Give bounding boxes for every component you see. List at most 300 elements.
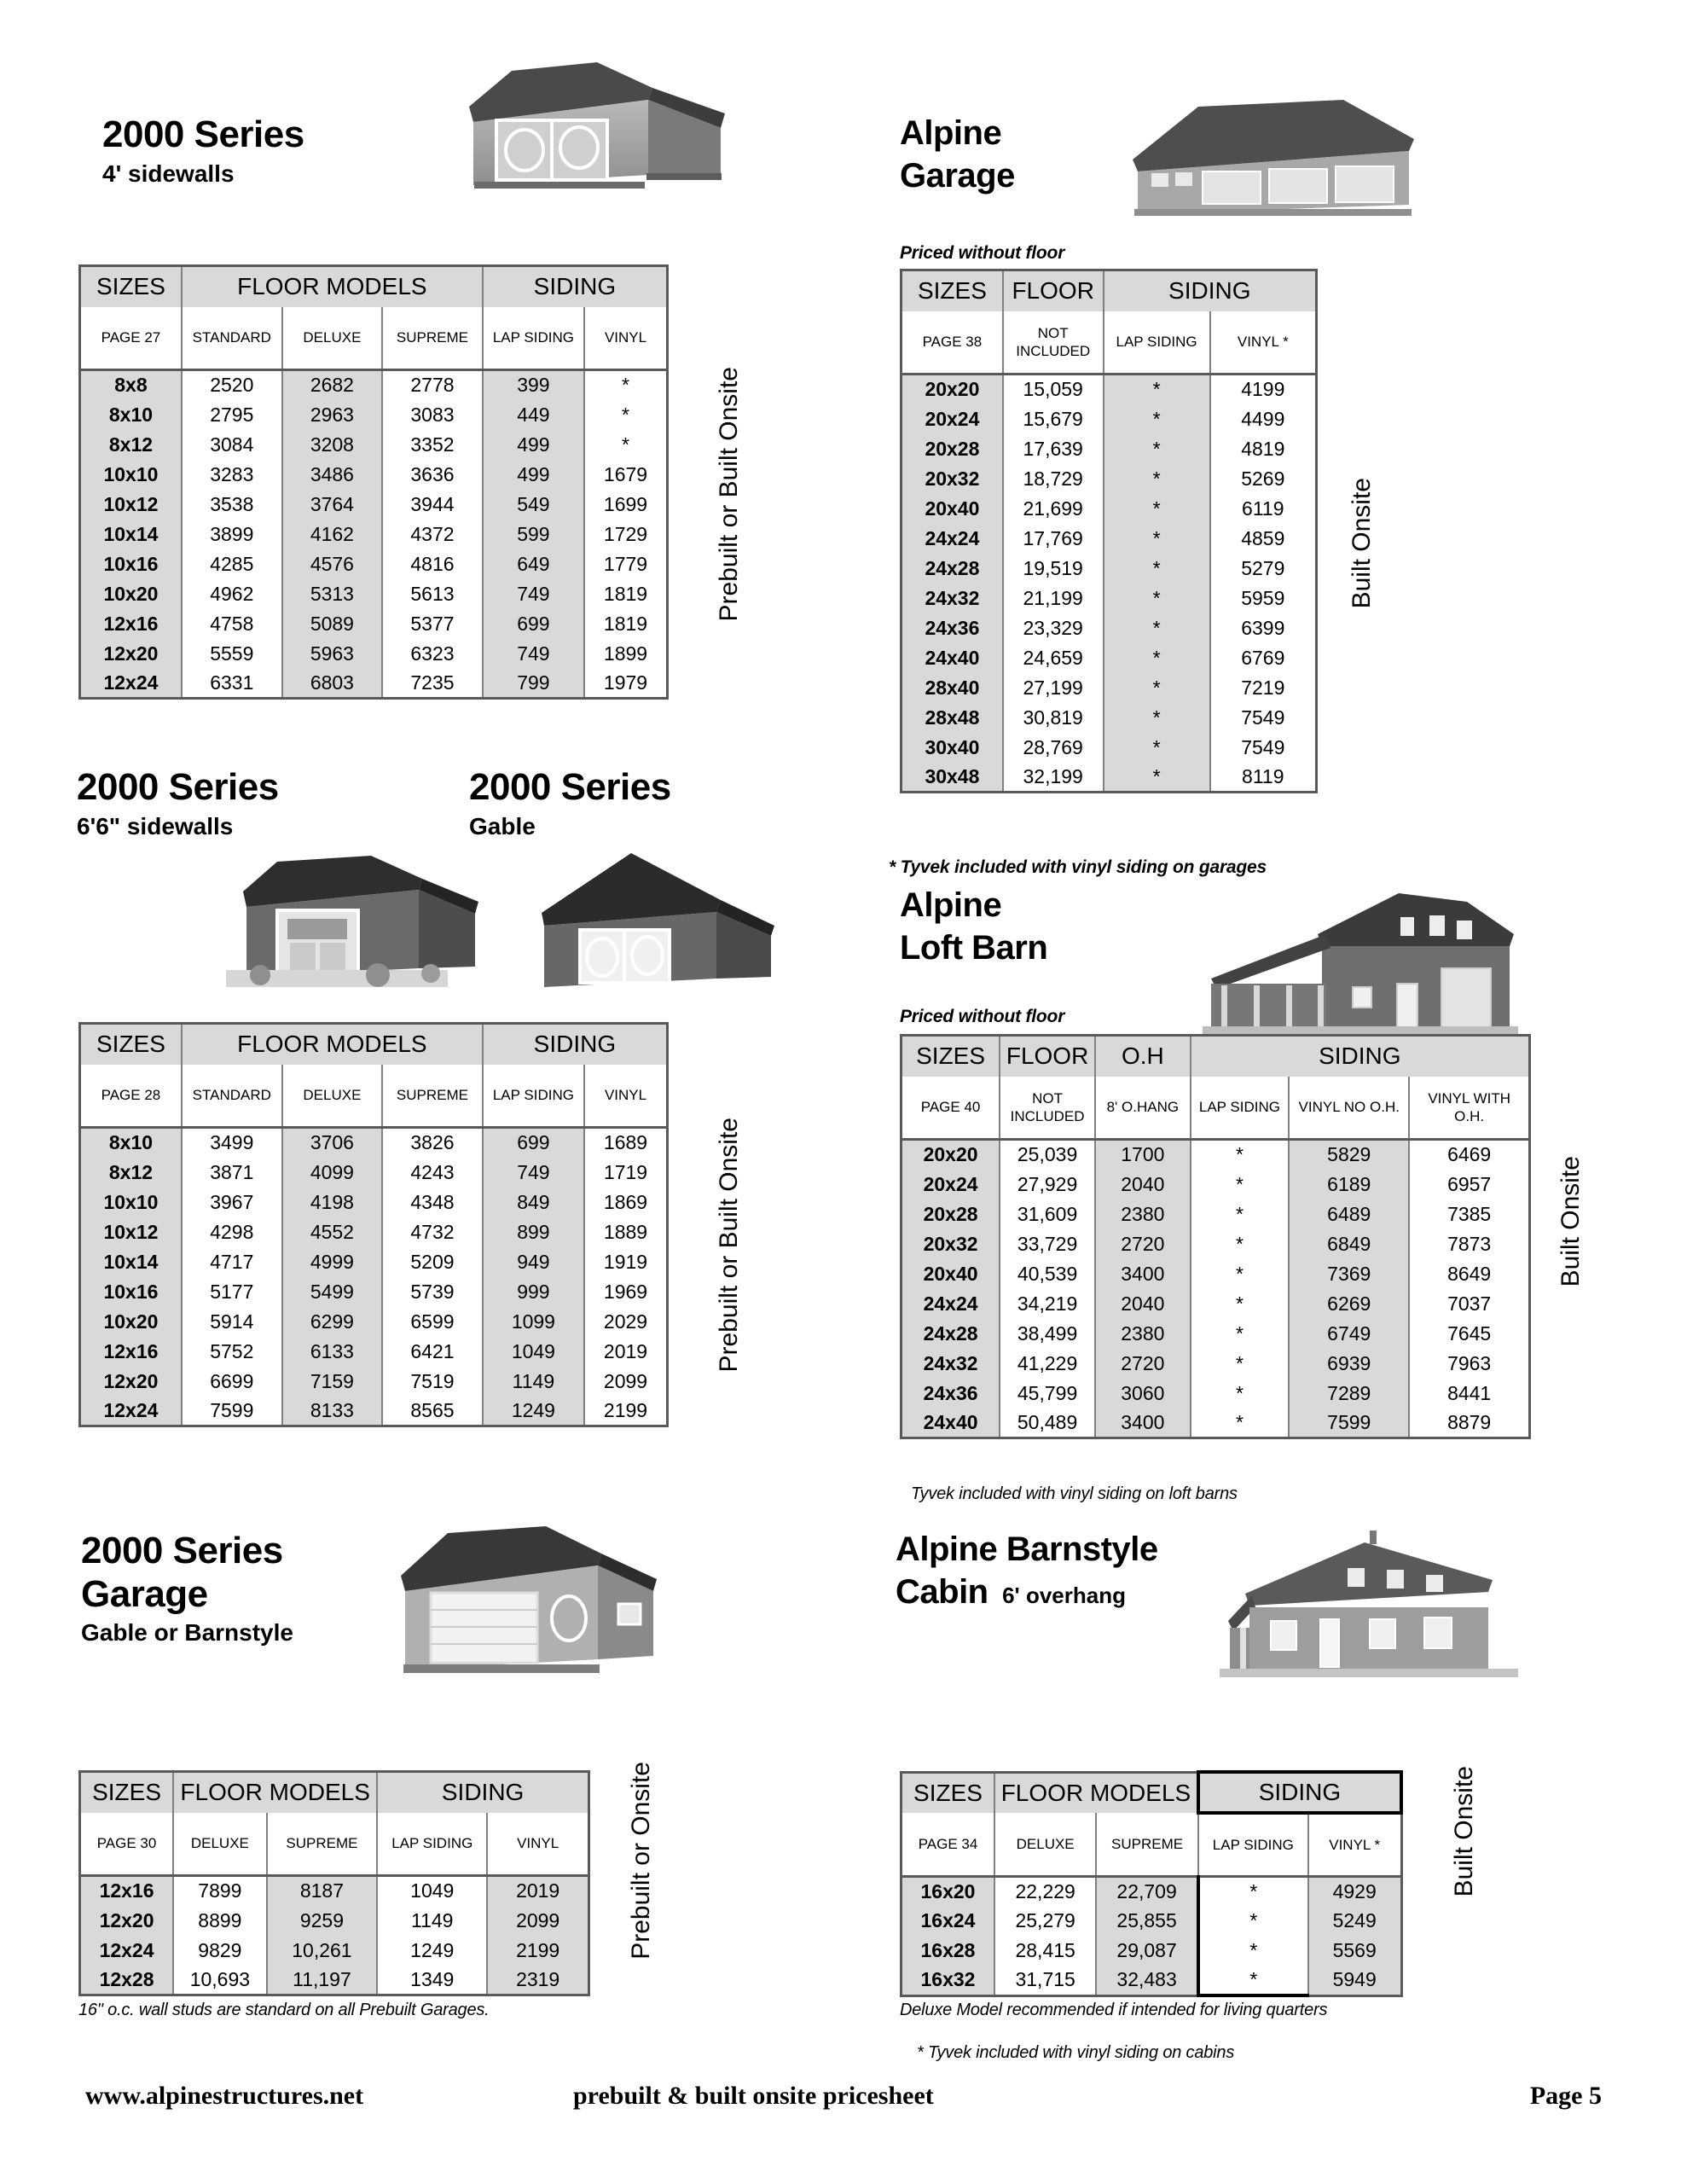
column-vinyl-no-oh: VINYL NO O.H.: [1289, 1077, 1409, 1140]
cell-lap-siding: *: [1191, 1229, 1290, 1259]
cell-standard: 5914: [182, 1307, 282, 1337]
cell-lap-siding: 1049: [483, 1337, 584, 1367]
cell-size: 8x8: [80, 370, 182, 400]
cell-floor: 15,679: [1003, 404, 1104, 434]
alpine-cabin-photo: [1211, 1527, 1527, 1681]
cell-vinyl: 5959: [1210, 584, 1317, 613]
cell-vinyl-with-oh: 7963: [1409, 1349, 1529, 1379]
table-column-header-row: [901, 1813, 1402, 1876]
heading-alpine-barnstyle: Alpine Barnstyle: [896, 1531, 1158, 1568]
group-floor-models: FLOOR MODELS: [182, 1024, 483, 1065]
group-floor: FLOOR: [1000, 1036, 1095, 1077]
group-siding: SIDING: [1198, 1772, 1401, 1813]
cell-size: 24x36: [901, 1379, 1000, 1409]
section-title-alpine-loft-barn: [900, 887, 1047, 967]
subheading-gable-or-barnstyle: Gable or Barnstyle: [81, 1619, 293, 1647]
cell-supreme: 5209: [382, 1247, 483, 1277]
cell-supreme: 3826: [382, 1128, 483, 1158]
table-alpine-garage: [900, 269, 1318, 793]
cell-vinyl: 1919: [584, 1247, 667, 1277]
cell-lap-siding: *: [1104, 494, 1210, 524]
cell-size: 12x16: [80, 609, 182, 639]
cell-size: 10x20: [80, 579, 182, 609]
cell-floor: 18,729: [1003, 464, 1104, 494]
cell-size: 24x36: [901, 613, 1003, 643]
cell-deluxe: 4099: [282, 1158, 382, 1188]
cell-lap-siding: 1099: [483, 1307, 584, 1337]
cell-standard: 3967: [182, 1188, 282, 1217]
cell-size: 20x32: [901, 464, 1003, 494]
cell-lap-siding: 499: [483, 460, 584, 490]
cell-supreme: 4816: [382, 549, 483, 579]
group-siding: SIDING: [1104, 270, 1317, 311]
cell-supreme: 3944: [382, 490, 483, 520]
group-sizes: SIZES: [80, 1772, 174, 1813]
cell-vinyl: 1899: [584, 639, 667, 669]
table-body: [80, 1876, 589, 1995]
table-row: [80, 400, 668, 430]
cell-size: 12x20: [80, 639, 182, 669]
cell-deluxe: 5963: [282, 639, 382, 669]
cell-overhang: 3400: [1095, 1409, 1191, 1438]
cell-lap-siding: *: [1104, 404, 1210, 434]
cell-lap-siding: 749: [483, 639, 584, 669]
cell-deluxe: 22,229: [994, 1876, 1096, 1906]
table-row: [80, 1906, 589, 1936]
cell-vinyl: 1729: [584, 520, 667, 549]
cell-floor: 25,039: [1000, 1140, 1095, 1170]
cell-vinyl: 6769: [1210, 643, 1317, 673]
cell-vinyl: 7549: [1210, 733, 1317, 763]
cell-floor: 21,199: [1003, 584, 1104, 613]
cell-deluxe: 25,279: [994, 1906, 1096, 1936]
cell-supreme: 5739: [382, 1277, 483, 1307]
cell-supreme: 5377: [382, 609, 483, 639]
column-deluxe: DELUXE: [173, 1813, 267, 1876]
table-row: [80, 1337, 668, 1367]
cell-deluxe: 2682: [282, 370, 382, 400]
group-sizes: SIZES: [80, 1024, 182, 1065]
cell-lap-siding: *: [1104, 434, 1210, 464]
column-lap-siding: LAP SIDING: [1198, 1813, 1308, 1876]
column-lap-siding: LAP SIDING: [483, 307, 584, 370]
cell-size: 12x28: [80, 1966, 174, 1995]
section-title-alpine-garage: [900, 115, 1015, 195]
footnote-tyvek-cabins: * Tyvek included with vinyl siding on cabins: [917, 2043, 1235, 2062]
cell-standard: 4962: [182, 579, 282, 609]
cell-vinyl: 2199: [487, 1936, 588, 1966]
cell-standard: 4285: [182, 549, 282, 579]
table-row: [901, 494, 1317, 524]
cell-lap-siding: *: [1191, 1409, 1290, 1438]
cell-floor: 24,659: [1003, 643, 1104, 673]
table-body: [80, 1128, 668, 1426]
column-page-ref: PAGE 40: [901, 1077, 1000, 1140]
cell-vinyl: 2199: [584, 1397, 667, 1426]
cell-lap-siding: 699: [483, 1128, 584, 1158]
column-page-ref: PAGE 27: [80, 307, 182, 370]
table-group-header-row: [80, 266, 668, 307]
table-row: [901, 1229, 1530, 1259]
table-row: [80, 549, 668, 579]
table-row: [901, 763, 1317, 793]
cell-standard: 2520: [182, 370, 282, 400]
cell-lap-siding: 1149: [377, 1906, 487, 1936]
cell-supreme: 32,483: [1096, 1966, 1198, 1995]
cell-deluxe: 31,715: [994, 1966, 1096, 1995]
cell-size: 16x32: [901, 1966, 995, 1995]
cell-supreme: 4372: [382, 520, 483, 549]
cell-size: 10x14: [80, 520, 182, 549]
column-8ft-overhang: 8' O.HANG: [1095, 1077, 1191, 1140]
table-row: [901, 554, 1317, 584]
cell-deluxe: 7899: [173, 1876, 267, 1906]
table-body: [901, 1140, 1530, 1438]
cell-lap-siding: 599: [483, 520, 584, 549]
cell-floor: 41,229: [1000, 1349, 1095, 1379]
cell-vinyl: 5569: [1308, 1936, 1401, 1966]
heading-alpine: Alpine: [900, 886, 1002, 924]
table-row: [901, 1199, 1530, 1229]
table-alpine-barnstyle-cabin: [900, 1770, 1403, 1997]
cell-vinyl-with-oh: 7037: [1409, 1289, 1529, 1319]
cell-vinyl: 5269: [1210, 464, 1317, 494]
cell-lap-siding: *: [1191, 1349, 1290, 1379]
cell-vinyl: 1979: [584, 669, 667, 699]
table-row: [80, 430, 668, 460]
footnote-tyvek-garages: * Tyvek included with vinyl siding on garages: [889, 857, 1267, 877]
barn-shed-gray-photo: [443, 47, 759, 205]
table-row: [80, 1158, 668, 1188]
cell-size: 30x48: [901, 763, 1003, 793]
cell-vinyl: *: [584, 400, 667, 430]
cell-lap-siding: *: [1191, 1140, 1290, 1170]
section-title-series2000-gable: [469, 768, 671, 840]
group-floor-models: FLOOR MODELS: [173, 1772, 377, 1813]
cell-lap-siding: *: [1191, 1319, 1290, 1349]
cell-standard: 7599: [182, 1397, 282, 1426]
cell-vinyl: 1889: [584, 1217, 667, 1247]
group-floor-models: FLOOR MODELS: [994, 1772, 1198, 1813]
group-sizes: SIZES: [80, 266, 182, 307]
cell-lap-siding: *: [1104, 643, 1210, 673]
column-vinyl: VINYL: [584, 1065, 667, 1128]
heading-alpine: Alpine: [900, 114, 1002, 152]
cell-deluxe: 6803: [282, 669, 382, 699]
subheading-66-sidewalls: 6'6" sidewalls: [77, 812, 234, 839]
column-floor-not-included: NOT INCLUDED: [1000, 1077, 1095, 1140]
cell-size: 16x28: [901, 1936, 995, 1966]
cell-supreme: 29,087: [1096, 1936, 1198, 1966]
table-row: [80, 1277, 668, 1307]
cell-size: 8x10: [80, 400, 182, 430]
cell-size: 24x28: [901, 554, 1003, 584]
column-vinyl: VINYL: [584, 307, 667, 370]
footer-website[interactable]: www.alpinestructures.net: [85, 2082, 364, 2110]
cell-vinyl: *: [584, 430, 667, 460]
cell-deluxe: 3208: [282, 430, 382, 460]
cell-size: 16x20: [901, 1876, 995, 1906]
table-row: [80, 1367, 668, 1397]
column-deluxe: DELUXE: [282, 307, 382, 370]
column-floor-not-included: NOT INCLUDED: [1003, 311, 1104, 375]
table-row: [901, 434, 1317, 464]
group-floor: FLOOR: [1003, 270, 1104, 311]
cell-vinyl-no-oh: 6749: [1289, 1319, 1409, 1349]
footnote-garage-studs: 16" o.c. wall studs are standard on all Prebuilt Garages.: [78, 2001, 490, 2019]
cell-lap-siding: *: [1198, 1906, 1308, 1936]
cell-deluxe: 4999: [282, 1247, 382, 1277]
cell-supreme: 10,261: [267, 1936, 378, 1966]
column-vinyl-with-oh: VINYL WITH O.H.: [1409, 1077, 1529, 1140]
table-column-header-row: [80, 307, 668, 370]
table-row: [901, 1259, 1530, 1289]
column-vinyl: VINYL *: [1308, 1813, 1401, 1876]
cell-deluxe: 2963: [282, 400, 382, 430]
cell-size: 8x12: [80, 1158, 182, 1188]
cell-vinyl-with-oh: 7645: [1409, 1319, 1529, 1349]
table-row: [901, 1379, 1530, 1409]
column-lap-siding: LAP SIDING: [377, 1813, 487, 1876]
table-row: [80, 1217, 668, 1247]
cell-deluxe: 8133: [282, 1397, 382, 1426]
cell-vinyl: 1699: [584, 490, 667, 520]
cell-size: 10x16: [80, 549, 182, 579]
cell-supreme: 9259: [267, 1906, 378, 1936]
cell-vinyl: 4499: [1210, 404, 1317, 434]
cell-lap-siding: *: [1104, 464, 1210, 494]
group-sizes: SIZES: [901, 270, 1003, 311]
cell-size: 24x32: [901, 1349, 1000, 1379]
cell-lap-siding: 849: [483, 1188, 584, 1217]
heading-cabin: Cabin: [896, 1573, 988, 1612]
table-row: [901, 404, 1317, 434]
cell-standard: 3499: [182, 1128, 282, 1158]
cell-vinyl: *: [584, 370, 667, 400]
cell-size: 8x12: [80, 430, 182, 460]
section-title-alpine-barnstyle-cabin: [896, 1531, 1158, 1611]
column-supreme: SUPREME: [382, 1065, 483, 1128]
table-series2000-66-wrapper: [78, 1022, 669, 1427]
cell-lap-siding: 799: [483, 669, 584, 699]
cell-overhang: 2380: [1095, 1319, 1191, 1349]
subheading-gable: Gable: [469, 812, 536, 839]
side-label-built-onsite: Built Onsite: [1557, 1156, 1585, 1287]
column-supreme: SUPREME: [1096, 1813, 1198, 1876]
cell-standard: 4758: [182, 609, 282, 639]
cell-supreme: 4348: [382, 1188, 483, 1217]
cell-supreme: 8187: [267, 1876, 378, 1906]
column-page-ref: PAGE 34: [901, 1813, 995, 1876]
cell-lap-siding: *: [1191, 1289, 1290, 1319]
cell-supreme: 25,855: [1096, 1906, 1198, 1936]
cell-size: 20x20: [901, 1140, 1000, 1170]
cell-supreme: 7235: [382, 669, 483, 699]
cell-vinyl: 1969: [584, 1277, 667, 1307]
side-label-prebuilt-or-built-onsite: Prebuilt or Built Onsite: [715, 1118, 743, 1373]
cell-lap-siding: *: [1198, 1936, 1308, 1966]
cell-size: 10x20: [80, 1307, 182, 1337]
cell-size: 30x40: [901, 733, 1003, 763]
cell-standard: 2795: [182, 400, 282, 430]
cell-supreme: 2778: [382, 370, 483, 400]
table-row: [901, 1936, 1402, 1966]
cell-floor: 32,199: [1003, 763, 1104, 793]
cell-overhang: 2380: [1095, 1199, 1191, 1229]
cell-deluxe: 10,693: [173, 1966, 267, 1995]
cell-size: 8x10: [80, 1128, 182, 1158]
cell-overhang: 2720: [1095, 1229, 1191, 1259]
table-row: [901, 1966, 1402, 1995]
cell-lap-siding: *: [1198, 1966, 1308, 1995]
cell-overhang: 2040: [1095, 1170, 1191, 1199]
table-row: [901, 1140, 1530, 1170]
cell-lap-siding: 1249: [483, 1397, 584, 1426]
cell-vinyl: 2029: [584, 1307, 667, 1337]
cell-floor: 27,199: [1003, 673, 1104, 703]
table-series2000-4ft-wrapper: [78, 264, 669, 700]
cell-size: 12x24: [80, 669, 182, 699]
column-supreme: SUPREME: [267, 1813, 378, 1876]
cell-lap-siding: *: [1104, 584, 1210, 613]
cell-floor: 23,329: [1003, 613, 1104, 643]
cell-lap-siding: 399: [483, 370, 584, 400]
table-body: [80, 370, 668, 699]
table-row: [901, 1906, 1402, 1936]
column-standard: STANDARD: [182, 1065, 282, 1128]
column-lap-siding: LAP SIDING: [1191, 1077, 1290, 1140]
table-row: [901, 613, 1317, 643]
gable-shed-dark-photo: [529, 840, 785, 994]
cell-vinyl: 8119: [1210, 763, 1317, 793]
cell-size: 10x14: [80, 1247, 182, 1277]
footnote-tyvek-loft-barns: Tyvek included with vinyl siding on loft barns: [911, 1484, 1238, 1503]
cell-size: 12x16: [80, 1876, 174, 1906]
cell-lap-siding: *: [1191, 1199, 1290, 1229]
cell-size: 12x20: [80, 1367, 182, 1397]
cell-deluxe: 4198: [282, 1188, 382, 1217]
section-title-series2000-4ft: [102, 115, 304, 188]
table-row: [80, 579, 668, 609]
table-row: [80, 1397, 668, 1426]
cell-supreme: 7519: [382, 1367, 483, 1397]
cell-supreme: 4732: [382, 1217, 483, 1247]
table-alpine-loft-barn-wrapper: [900, 1034, 1531, 1439]
cell-vinyl-with-oh: 7385: [1409, 1199, 1529, 1229]
cell-lap-siding: *: [1191, 1379, 1290, 1409]
cell-size: 20x24: [901, 1170, 1000, 1199]
column-lap-siding: LAP SIDING: [483, 1065, 584, 1128]
cell-deluxe: 8899: [173, 1906, 267, 1936]
cell-lap-siding: *: [1104, 673, 1210, 703]
cell-floor: 45,799: [1000, 1379, 1095, 1409]
cell-deluxe: 4576: [282, 549, 382, 579]
cell-lap-siding: 1049: [377, 1876, 487, 1906]
table-row: [80, 609, 668, 639]
cell-vinyl-with-oh: 8879: [1409, 1409, 1529, 1438]
table-row: [901, 524, 1317, 554]
alpine-loft-barn-photo: [1186, 883, 1527, 1045]
cell-size: 12x24: [80, 1936, 174, 1966]
table-row: [901, 1876, 1402, 1906]
cell-supreme: 5613: [382, 579, 483, 609]
section-title-series2000-garage: [81, 1531, 293, 1647]
side-label-built-onsite: Built Onsite: [1348, 478, 1376, 609]
cell-size: 10x12: [80, 1217, 182, 1247]
cell-overhang: 3060: [1095, 1379, 1191, 1409]
cell-lap-siding: *: [1191, 1259, 1290, 1289]
cell-vinyl: 1819: [584, 579, 667, 609]
cell-vinyl-no-oh: 7289: [1289, 1379, 1409, 1409]
table-series2000-66: [78, 1022, 669, 1427]
barn-shed-dark-photo: [226, 840, 490, 998]
column-vinyl: VINYL *: [1210, 311, 1317, 375]
table-alpine-cabin-wrapper: [900, 1770, 1403, 1997]
footnote-deluxe-living-quarters: Deluxe Model recommended if intended for living quarters: [900, 2001, 1328, 2019]
cell-lap-siding: 749: [483, 579, 584, 609]
cell-overhang: 2720: [1095, 1349, 1191, 1379]
table-row: [901, 643, 1317, 673]
cell-lap-siding: *: [1104, 554, 1210, 584]
cell-standard: 4298: [182, 1217, 282, 1247]
cell-vinyl: 1779: [584, 549, 667, 579]
cell-vinyl: 6399: [1210, 613, 1317, 643]
note-priced-without-floor: Priced without floor: [900, 1007, 1065, 1026]
table-series2000-garage: [78, 1770, 590, 1996]
cell-overhang: 3400: [1095, 1259, 1191, 1289]
column-lap-siding: LAP SIDING: [1104, 311, 1210, 375]
cell-vinyl-no-oh: 6849: [1289, 1229, 1409, 1259]
cell-vinyl: 1689: [584, 1128, 667, 1158]
table-group-header-row: [80, 1772, 589, 1813]
side-label-prebuilt-or-built-onsite: Prebuilt or Built Onsite: [715, 367, 743, 622]
column-supreme: SUPREME: [382, 307, 483, 370]
cell-lap-siding: *: [1104, 703, 1210, 733]
note-priced-without-floor: Priced without floor: [900, 243, 1065, 263]
cell-vinyl: 1719: [584, 1158, 667, 1188]
cell-vinyl-no-oh: 6489: [1289, 1199, 1409, 1229]
column-standard: STANDARD: [182, 307, 282, 370]
cell-vinyl-with-oh: 6469: [1409, 1140, 1529, 1170]
cell-standard: 3871: [182, 1158, 282, 1188]
cell-deluxe: 4552: [282, 1217, 382, 1247]
cell-vinyl-with-oh: 8649: [1409, 1259, 1529, 1289]
cell-size: 16x24: [901, 1906, 995, 1936]
cell-overhang: 1700: [1095, 1140, 1191, 1170]
cell-supreme: 3083: [382, 400, 483, 430]
table-row: [80, 1876, 589, 1906]
cell-size: 12x16: [80, 1337, 182, 1367]
cell-lap-siding: *: [1198, 1876, 1308, 1906]
cell-lap-siding: 549: [483, 490, 584, 520]
group-sizes: SIZES: [901, 1772, 995, 1813]
cell-lap-siding: *: [1104, 763, 1210, 793]
cell-lap-siding: 649: [483, 549, 584, 579]
cell-deluxe: 5313: [282, 579, 382, 609]
column-deluxe: DELUXE: [282, 1065, 382, 1128]
cell-floor: 40,539: [1000, 1259, 1095, 1289]
cell-supreme: 6599: [382, 1307, 483, 1337]
cell-floor: 28,769: [1003, 733, 1104, 763]
table-row: [901, 584, 1317, 613]
table-series2000-4ft: [78, 264, 669, 700]
cell-lap-siding: 1149: [483, 1367, 584, 1397]
cell-floor: 17,769: [1003, 524, 1104, 554]
cell-floor: 30,819: [1003, 703, 1104, 733]
table-row: [901, 1319, 1530, 1349]
cell-size: 20x20: [901, 375, 1003, 404]
table-row: [901, 1170, 1530, 1199]
